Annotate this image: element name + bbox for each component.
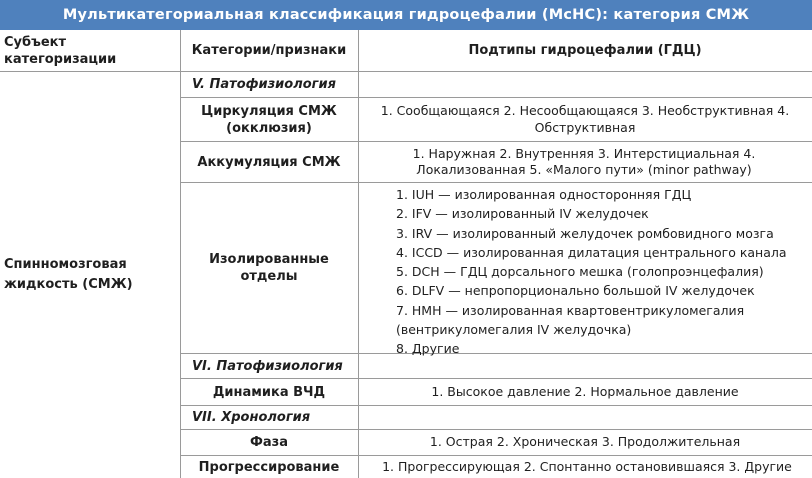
header-subtypes: Подтипы гидроцефалии (ГДЦ) <box>468 43 702 58</box>
list-item: 2. IFV — изолированный IV желудочек <box>396 206 649 222</box>
list-item: 8. Другие <box>396 341 460 357</box>
list-item: 7. НМН — изолированная квартовентрикуломегалия <box>396 302 745 318</box>
header-categories: Категории/признаки <box>191 43 347 58</box>
subtypes-circulation: 1. Сообщающаяся 2. Несообщающаяся 3. Необструктивная 4. Обструктивная <box>380 103 790 135</box>
list-item: 3. IRV — изолированный желудочек ромбовидного мозга <box>396 225 774 241</box>
section-label: VII. Хронология <box>192 410 311 425</box>
section-label: VI. Патофизиология <box>192 358 343 374</box>
category-icp: Динамика ВЧД <box>212 384 326 400</box>
category-isolated: Изолированные отделы <box>209 252 329 284</box>
category-accumulation: Аккумуляция СМЖ <box>197 154 341 170</box>
table-title: Мультикатегориальная классификация гидроцефалии (McHC): категория СМЖ <box>0 0 812 30</box>
subtype-list <box>396 185 787 359</box>
column-divider <box>180 30 181 478</box>
subject-csf: Спинномозговая жидкость (СМЖ) <box>4 257 133 292</box>
subtypes-isolated <box>378 185 812 357</box>
category-phase: Фаза <box>250 435 288 450</box>
list-item: (вентрикуломегалия IV желудочка) <box>396 322 632 338</box>
list-item: 5. DCH — ГДЦ дорсального мешка (голопроэнцефалия) <box>396 264 764 280</box>
subtypes-icp: 1. Высокое давление 2. Нормальное давление <box>431 383 739 399</box>
column-divider <box>358 30 359 478</box>
subtypes-progression: 1. Прогрессирующая 2. Спонтанно остановившаяся 3. Другие <box>382 458 792 474</box>
category-circulation: Циркуляция СМЖ (окклюзия) <box>201 103 337 136</box>
subtypes-phase: 1. Острая 2. Хроническая 3. Продолжительная <box>429 434 741 450</box>
category-progression: Прогрессирование <box>198 459 340 475</box>
subtypes-accumulation: 1. Наружная 2. Внутренняя 3. Интерстициальная 4. Локализованная 5. «Малого пути» (minor pathway) <box>412 145 756 177</box>
section-label: V. Патофизиология <box>192 77 336 92</box>
list-item: 1. IUH — изолированная односторонняя ГДЦ <box>396 187 692 202</box>
list-item: 6. DLFV — непропорционально большой IV желудочек <box>396 283 755 299</box>
list-item: 4. ICCD — изолированная дилатация центрального канала <box>396 244 787 260</box>
header-subject: Субъект категоризации <box>4 34 117 67</box>
